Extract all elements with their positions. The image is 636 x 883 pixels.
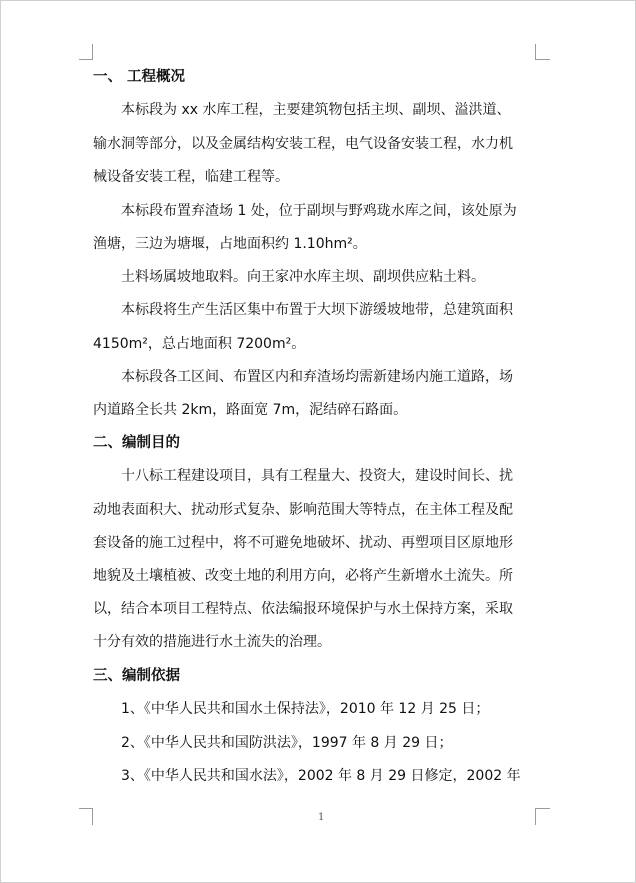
paragraph-line: 十分有效的措施进行水土流失的治理。	[93, 634, 331, 650]
paragraph-line: 输水洞等部分，以及金属结构安装工程，电气设备安装工程，水力机	[93, 136, 513, 152]
paragraph-line: 本标段将生产生活区集中布置于大坝下游缓坡地带，总建筑面积	[121, 302, 513, 318]
corner-mark-top-left	[79, 44, 93, 60]
paragraph-line: 本标段各工区间、布置区内和弃渣场均需新建场内施工道路，场	[121, 369, 513, 385]
paragraph-line: 渔塘，三边为塘堰，占地面积约 1.10hm²。	[93, 236, 367, 252]
paragraph-line: 地貌及土壤植被、改变土地的利用方向，必将产生新增水土流失。所	[93, 568, 513, 584]
reference-item: 2、《中华人民共和国防洪法》，1997 年 8 月 29 日；	[121, 735, 453, 751]
corner-mark-bottom-left	[79, 808, 93, 825]
reference-item: 1、《中华人民共和国水土保持法》，2010 年 12 月 25 日；	[121, 701, 490, 717]
paragraph-line: 本标段布置弃渣场 1 处，位于副坝与野鸡珑水库之间，该处原为	[121, 203, 517, 219]
section-heading: 三、编制依据	[93, 668, 180, 684]
paragraph-line: 内道路全长共 2km，路面宽 7m，泥结碎石路面。	[93, 402, 408, 418]
paragraph-line: 动地表面积大、扰动形式复杂、影响范围大等特点，在主体工程及配	[93, 502, 513, 518]
paragraph-line: 械设备安装工程，临建工程等。	[93, 169, 289, 185]
page-number: 1	[318, 812, 325, 823]
paragraph-line: 套设备的施工过程中，将不可避免地破坏、扰动、再塑项目区原地形	[93, 535, 513, 551]
paragraph-line: 土料场属坡地取料。向王家冲水库主坝、副坝供应粘土料。	[121, 269, 485, 285]
paragraph-line: 十八标工程建设项目，具有工程量大、投资大，建设时间长、扰	[121, 468, 513, 484]
reference-item: 3、《中华人民共和国水法》，2002 年 8 月 29 日修定，2002 年	[121, 768, 521, 784]
corner-mark-bottom-right	[535, 808, 550, 825]
section-heading: 一、 工程概况	[93, 69, 186, 85]
paragraph-line: 4150m²，总占地面积 7200m²。	[93, 336, 306, 352]
paragraph-line: 以，结合本项目工程特点、依法编报环境保护与水土保持方案，采取	[93, 601, 513, 617]
section-heading: 二、编制目的	[93, 435, 180, 451]
corner-mark-top-right	[535, 44, 550, 60]
paragraph-line: 本标段为 xx 水库工程，主要建筑物包括主坝、副坝、溢洪道、	[121, 102, 511, 118]
